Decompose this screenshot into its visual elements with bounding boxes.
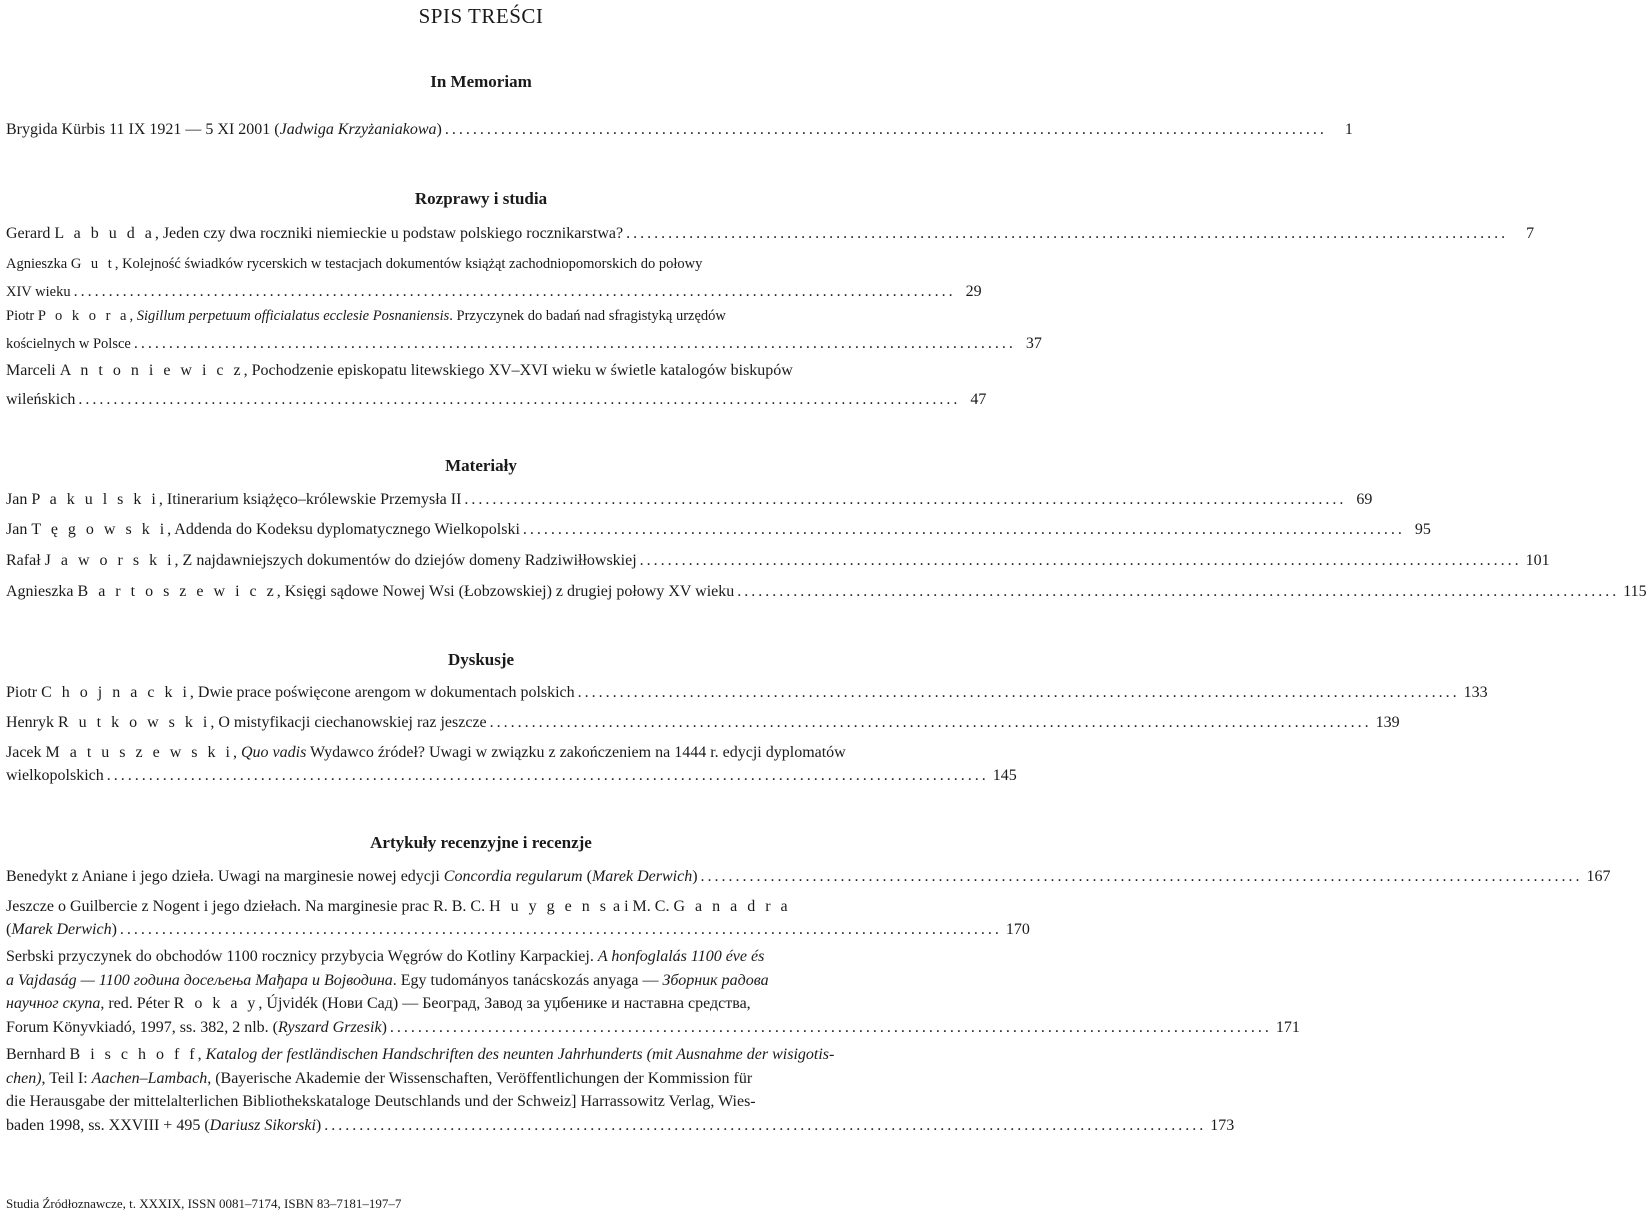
page-number: 115 [1623, 583, 1647, 600]
toc-entry-matuszewski[interactable]: Jacek M a t u s z e w s k i, Quo vadis Wydawco źródeł? Uwagi w związku z zakończeniem na 1444 r. edycji dyplomatów wielkopolskich .............................................................................................................................. 145 [6, 739, 962, 789]
toc-entry-pokora[interactable]: Piotr P o k o r a, Sigillum perpetuum officialatus ecclesie Posnaniensis. Przyczynek do badań nad sfragistyką urzędów kościelnych w Polsce .............................................................................................................................. 37 [6, 303, 962, 357]
leader-dots: .............................................................................................................................. [324, 1116, 1207, 1134]
page-number: 7 [1526, 225, 1535, 242]
leader-dots: .............................................................................................................................. [133, 335, 1016, 352]
page-number: 1 [1344, 121, 1353, 138]
toc-entry-benedykt[interactable]: Benedykt z Aniane i jego dzieła. Uwagi na marginesie nowej edycji Concordia regularum (Marek Derwich) .............................................................................................................................. 167 [6, 863, 962, 890]
page-number: 29 [965, 283, 982, 300]
footer-citation: Studia Źródłoznawcze, t. XXXIX, ISSN 0081–7174, ISBN 83–7181–197–7 [6, 1196, 402, 1211]
page-title: SPIS TREŚCI [418, 4, 544, 28]
page-number: 167 [1586, 868, 1611, 885]
leader-dots: .............................................................................................................................. [78, 391, 961, 408]
section-heading-in-memoriam: In Memoriam [430, 72, 532, 91]
toc-entry-serbski[interactable]: Serbski przyczynek do obchodów 1100 rocznicy przybycia Węgrów do Kotliny Karpackiej. A honfoglalás 1100 éve és a Vajdaság — 1100 година досељења Мађара и Војводина. Egy tudományos tanácskozás anyaga — Зборник радова научног скупа, red. Péter R o k a y, Újvidék (Нови Сад) — Београд, Завод за уџбенике и наставна средства, Forum Könyvkiadó, 1997, ss. 382, 2 nlb. (Ryszard Grzesik) .............................................................................................................................. 171 [6, 945, 962, 1039]
leader-dots: .............................................................................................................................. [639, 552, 1522, 569]
toc-entry-rutkowski[interactable]: Henryk R u t k o w s k i, O mistyfikacji ciechanowskiej raz jeszcze .............................................................................................................................. 139 [6, 709, 962, 736]
toc-entry-kurbis[interactable]: Brygida Kürbis 11 IX 1921 — 5 XI 2001 (Jadwiga Krzyżaniakowa) .............................................................................................................................. 1 [6, 116, 962, 143]
toc-entry-bartoszewicz[interactable]: Agnieszka B a r t o s z e w i c z, Księgi sądowe Nowej Wsi (Łobzowskiej) z drugiej połowy XV wieku .............................................................................................................................. 115 [6, 578, 962, 605]
leader-dots: .............................................................................................................................. [73, 283, 956, 300]
leader-dots: .............................................................................................................................. [389, 1018, 1272, 1036]
toc-entry-antoniewicz[interactable]: Marceli A n t o n i e w i c z, Pochodzenie episkopatu litewskiego XV–XVI wieku w świetle katalogów biskupów wileńskich .............................................................................................................................. 47 [6, 357, 962, 413]
toc-entry-tegowski[interactable]: Jan T ę g o w s k i, Addenda do Kodeksu dyplomatycznego Wielkopolski .............................................................................................................................. 95 [6, 516, 962, 543]
leader-dots: .............................................................................................................................. [489, 714, 1372, 731]
page-number: 173 [1210, 1116, 1235, 1134]
leader-dots: .............................................................................................................................. [577, 684, 1460, 701]
leader-dots: .............................................................................................................................. [700, 868, 1583, 885]
toc-entry-labuda[interactable]: Gerard L a b u d a, Jeden czy dwa roczniki niemieckie u podstaw polskiego rocznikarstwa? .............................................................................................................................. 7 [6, 220, 962, 247]
leader-dots: .............................................................................................................................. [626, 225, 1509, 242]
section-heading-materialy: Materiały [445, 456, 517, 475]
leader-dots: .............................................................................................................................. [444, 121, 1327, 138]
page-number: 101 [1525, 552, 1550, 569]
toc-entry-pakulski[interactable]: Jan P a k u l s k i, Itinerarium książęco–królewskie Przemysła II .............................................................................................................................. 69 [6, 486, 962, 513]
section-heading-rozprawy: Rozprawy i studia [414, 189, 548, 208]
leader-dots: .............................................................................................................................. [522, 521, 1405, 538]
page-number: 171 [1275, 1018, 1300, 1036]
page-number: 47 [970, 391, 987, 408]
section-heading-dyskusje: Dyskusje [447, 650, 515, 669]
toc-entry-gut[interactable]: Agnieszka G u t, Kolejność świadków rycerskich w testacjach dokumentów książąt zachodniopomorskich do połowy XIV wieku .............................................................................................................................. 29 [6, 251, 962, 305]
page-number: 69 [1356, 491, 1373, 508]
page-number: 145 [992, 767, 1017, 784]
section-heading-artykuly: Artykuły recenzyjne i recenzje [370, 833, 592, 852]
toc-page [6, 0, 1647, 1215]
page-number: 133 [1463, 684, 1488, 701]
page-number: 170 [1005, 921, 1030, 938]
leader-dots: .............................................................................................................................. [119, 921, 1002, 938]
page-number: 37 [1025, 335, 1042, 352]
leader-dots: .............................................................................................................................. [464, 491, 1347, 508]
leader-dots: .............................................................................................................................. [737, 583, 1620, 600]
toc-entry-bischoff[interactable]: Bernhard B i s c h o f f, Katalog der festländischen Handschriften des neunten Jahrhunderts (mit Ausnahme der wisigotis- chen), Teil I: Aachen–Lambach, (Bayerische Akademie der Wissenschaften, Veröffentlichungen der Kommission für die Herausgabe der mittelalterlichen Bibliothekskataloge Deutschlands und der Schweiz] Harrassowitz Verlag, Wies- baden 1998, ss. XXVIII + 495 (Dariusz Sikorski) .............................................................................................................................. 173 [6, 1043, 962, 1137]
page-number: 139 [1375, 714, 1400, 731]
toc-entry-chojnacki[interactable]: Piotr C h o j n a c k i, Dwie prace poświęcone arengom w dokumentach polskich .............................................................................................................................. 133 [6, 679, 962, 706]
leader-dots: .............................................................................................................................. [106, 767, 989, 784]
toc-entry-jaworski[interactable]: Rafał J a w o r s k i, Z najdawniejszych dokumentów do dziejów domeny Radziwiłłowskiej .............................................................................................................................. 101 [6, 547, 962, 574]
toc-entry-guilbert[interactable]: Jeszcze o Guilbercie z Nogent i jego dziełach. Na marginesie prac R. B. C. H u y g e n s a i M. C. G a n a d r a (Marek Derwich) .............................................................................................................................. 170 [6, 893, 962, 943]
page-number: 95 [1414, 521, 1431, 538]
